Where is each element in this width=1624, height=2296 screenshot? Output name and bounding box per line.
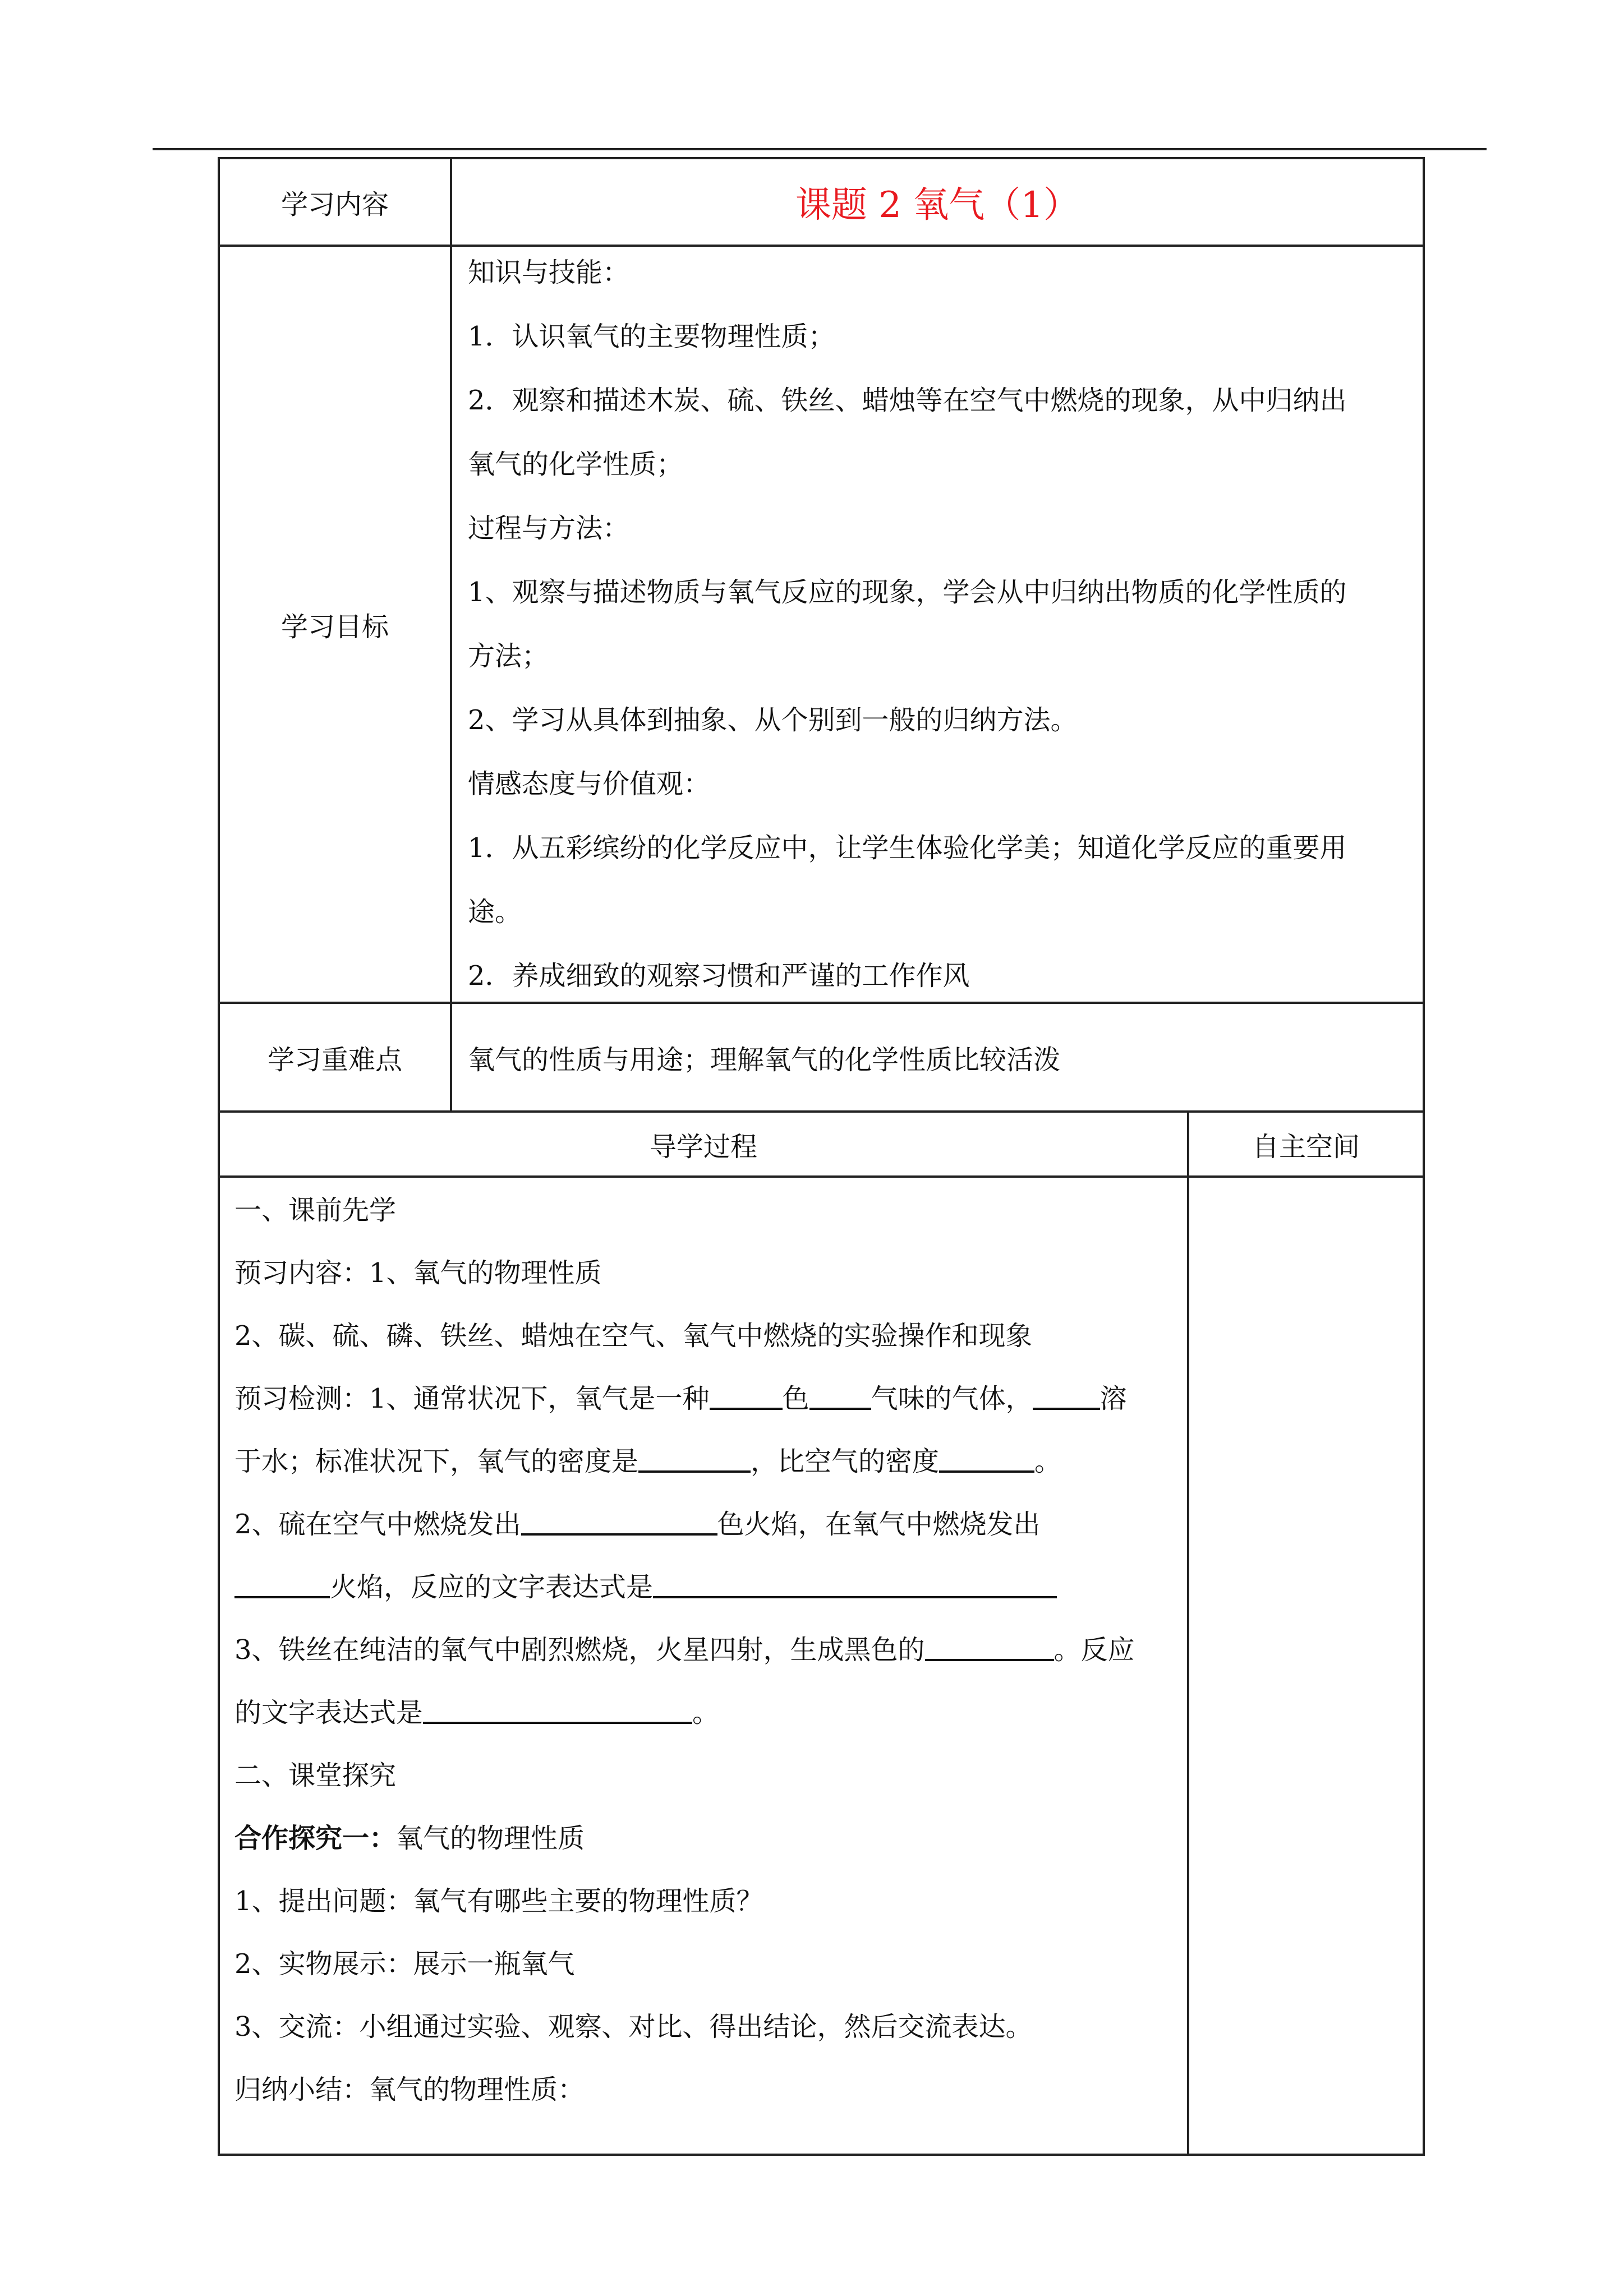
text-fragment: 。 — [692, 1697, 720, 1728]
fill-blank[interactable] — [638, 1446, 751, 1473]
text-fragment: 火焰，反应的文字表达式是 — [330, 1571, 654, 1603]
text-fragment: ，比空气的密度 — [751, 1446, 940, 1477]
fill-blank[interactable] — [710, 1383, 783, 1410]
process-line — [234, 1571, 1174, 1603]
process-line: 3、交流：小组通过实验、观察、对比、得出结论，然后交流表达。 — [234, 2011, 1033, 2043]
self-study-space[interactable] — [1188, 1177, 1424, 2155]
label-learning-goals: 学习目标 — [219, 246, 451, 1003]
label-learning-content: 学习内容 — [219, 158, 451, 246]
goal-line: 情感态度与价值观： — [468, 768, 711, 800]
fill-blank[interactable] — [809, 1383, 871, 1410]
process-line: 1、提出问题：氧气有哪些主要的物理性质？ — [234, 1885, 763, 1917]
goal-line: 2．养成细致的观察习惯和严谨的工作作风 — [468, 960, 970, 992]
text-fragment: 3、铁丝在纯洁的氧气中剧烈燃烧，火星四射，生成黑色的 — [234, 1634, 925, 1666]
process-line: 预习内容：1、氧气的物理性质 — [234, 1257, 602, 1289]
process-header-right: 自主空间 — [1188, 1112, 1424, 1177]
goal-line: 2、学习从具体到抽象、从个别到一般的归纳方法。 — [468, 704, 1078, 736]
text-fragment: 色 — [782, 1383, 809, 1414]
process-line: 2、实物展示：展示一瓶氧气 — [234, 1948, 575, 1980]
text-fragment: 色火焰，在氧气中燃烧发出 — [717, 1509, 1041, 1540]
lesson-table — [218, 157, 1425, 2156]
section-heading: 一、课前先学 — [234, 1195, 397, 1226]
process-line — [234, 1697, 1174, 1728]
process-header-left: 导学过程 — [219, 1112, 1188, 1177]
text-fragment: 于水；标准状况下，氧气的密度是 — [234, 1446, 639, 1477]
fill-blank[interactable] — [925, 1634, 1054, 1661]
goal-line: 氧气的化学性质； — [468, 449, 684, 480]
fill-blank[interactable] — [521, 1509, 717, 1536]
process-header-row — [219, 1112, 1424, 1177]
goals-row — [219, 246, 1424, 1003]
process-line: 归纳小结：氧气的物理性质： — [234, 2074, 585, 2105]
process-line — [234, 1823, 1174, 1854]
difficulty-row — [219, 1003, 1424, 1112]
text-fragment: 气味的气体， — [871, 1383, 1033, 1414]
text-fragment: 预习检测：1、通常状况下，氧气是一种 — [234, 1383, 710, 1414]
process-content — [219, 1177, 1188, 2155]
process-line — [234, 1383, 1174, 1414]
fill-blank[interactable] — [653, 1571, 1057, 1598]
text-fragment: 2、硫在空气中燃烧发出 — [234, 1509, 521, 1540]
process-line — [234, 1509, 1174, 1540]
process-row — [219, 1177, 1424, 2155]
goal-line: 方法； — [468, 640, 549, 672]
header-rule — [153, 148, 1487, 150]
process-line — [234, 1446, 1174, 1477]
text-fragment: 氧气的物理性质 — [396, 1823, 585, 1854]
text-fragment: 的文字表达式是 — [234, 1697, 424, 1728]
fill-blank[interactable] — [939, 1446, 1034, 1473]
goal-line: 1．认识氧气的主要物理性质； — [468, 321, 835, 352]
process-line: 2、碳、硫、磷、铁丝、蜡烛在空气、氧气中燃烧的实验操作和现象 — [234, 1320, 1033, 1352]
text-fragment: 溶 — [1099, 1383, 1127, 1414]
fill-blank[interactable] — [1033, 1383, 1100, 1410]
fill-blank[interactable] — [423, 1697, 692, 1724]
goal-line: 2．观察和描述木炭、硫、铁丝、蜡烛等在空气中燃烧的现象，从中归纳出 — [468, 385, 1347, 416]
goal-line: 途。 — [468, 896, 522, 928]
title-row — [219, 158, 1424, 246]
text-fragment: 。 — [1034, 1446, 1062, 1477]
difficulty-text: 氧气的性质与用途；理解氧气的化学性质比较活泼 — [451, 1003, 1424, 1112]
process-line — [234, 1634, 1174, 1666]
goal-line: 1、观察与描述物质与氧气反应的现象，学会从中归纳出物质的化学性质的 — [468, 577, 1347, 608]
goal-line: 1．从五彩缤纷的化学反应中，让学生体验化学美；知道化学反应的重要用 — [468, 832, 1347, 864]
goal-line: 知识与技能： — [468, 257, 630, 288]
inquiry-label: 合作探究一： — [234, 1823, 397, 1854]
section-heading: 二、课堂探究 — [234, 1760, 397, 1791]
goal-line: 过程与方法： — [468, 513, 630, 544]
fill-blank[interactable] — [234, 1571, 330, 1598]
label-key-difficulties: 学习重难点 — [219, 1003, 451, 1112]
text-fragment: 。反应 — [1053, 1634, 1135, 1666]
goals-content — [451, 246, 1424, 1003]
lesson-title: 课题 2 氧气（1） — [451, 158, 1424, 246]
